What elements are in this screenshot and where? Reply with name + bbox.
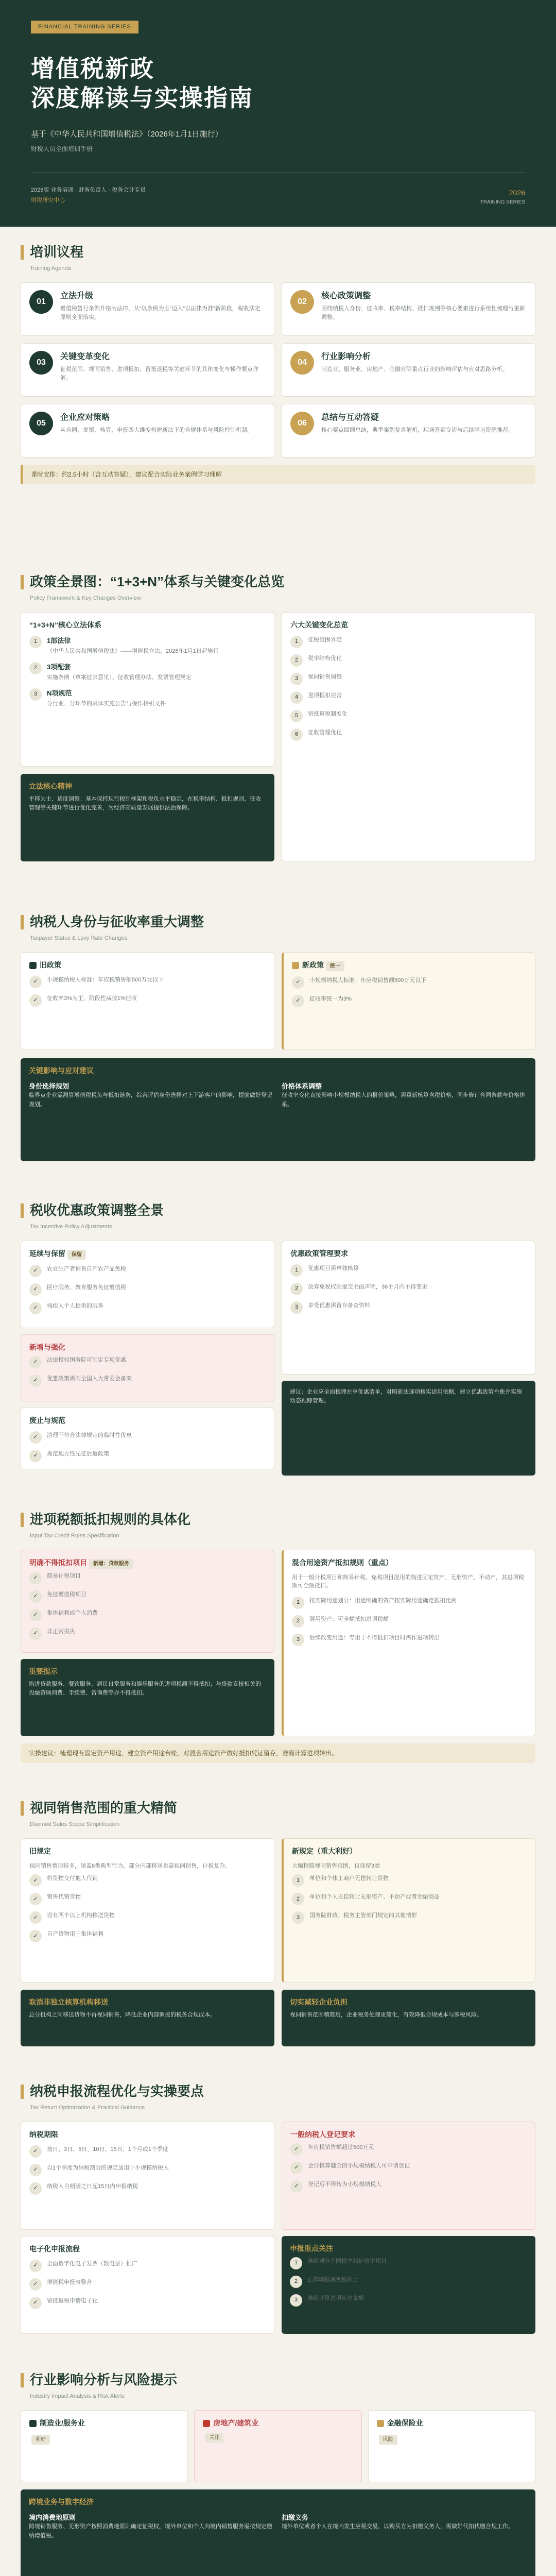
list-text: 优惠项目需单独核算 xyxy=(308,1265,359,1272)
list-body xyxy=(47,636,219,656)
list-item xyxy=(290,654,527,667)
list-bullet: 4 xyxy=(290,691,303,704)
list-bullet: 1 xyxy=(29,636,42,648)
list-text: 后续改变用途：专用于不得抵扣项目时需作进项转出 xyxy=(309,1634,440,1641)
registration-card xyxy=(282,2122,535,2230)
list-bullet: ✓ xyxy=(29,1930,42,1942)
agenda-item xyxy=(21,404,274,457)
key-changes-card xyxy=(282,612,535,861)
industry-card-b xyxy=(194,2410,361,2482)
agenda-body xyxy=(321,290,527,328)
list-text: 放弃免税权须提交书面声明，36个月内不得变更 xyxy=(308,1283,428,1290)
list-title: 1部法律 xyxy=(47,636,71,645)
list-item xyxy=(29,994,266,1007)
s7-subtitle: Industry Impact Analysis & Risk Alerts xyxy=(30,2393,125,2399)
list-text: 准确计算进项转出金额 xyxy=(307,2295,364,2301)
list-text: 年应税销售额超过500万元 xyxy=(308,2144,374,2150)
bank-icon xyxy=(377,2420,384,2427)
list-text: 按日、3日、5日、10日、15日、1个月或1个季度 xyxy=(47,2146,168,2153)
agenda-item-title: 总结与互动答疑 xyxy=(321,413,379,422)
list-text: 按实际用途划分：用途明确的资产按实际用途确定抵扣比例 xyxy=(309,1597,457,1604)
old-rule-heading: 旧规定 xyxy=(29,1846,51,1855)
agenda-item-title: 企业应对策略 xyxy=(60,413,110,422)
old-policy-card xyxy=(21,952,274,1050)
list-text: 国务院财政、税务主管部门规定的其他情形 xyxy=(309,1912,417,1919)
industry-card-a xyxy=(21,2410,188,2482)
list-item xyxy=(29,2278,266,2291)
list-item xyxy=(290,1283,527,1295)
list-bullet: ✓ xyxy=(29,2164,42,2176)
list-item xyxy=(29,1375,266,1387)
list-item xyxy=(290,2276,527,2288)
agenda-item-title: 关键变革变化 xyxy=(60,352,110,361)
list-bullet: ✓ xyxy=(29,1590,42,1603)
list-item xyxy=(292,1597,527,1609)
list-item xyxy=(29,1893,266,1905)
list-text: 规范地方性先征后返政策 xyxy=(47,1450,109,1457)
agenda-item-desc: 围绕纳税人身份、征收率、税率结构、抵扣规则等核心要素进行系统性梳理与重新调整。 xyxy=(321,305,525,320)
old-rule-card xyxy=(21,1838,274,1982)
list-item xyxy=(29,1609,266,1621)
withholding-heading: 扣缴义务 xyxy=(282,2513,309,2521)
list-text: 进项抵扣完善 xyxy=(308,692,342,699)
list-bullet: ✓ xyxy=(29,1265,42,1277)
list-item xyxy=(292,1893,527,1905)
list-bullet: ✓ xyxy=(29,1893,42,1905)
list-bullet: 6 xyxy=(290,728,303,741)
impact-heading: 关键影响与应对建议 xyxy=(29,1066,94,1075)
list-item xyxy=(29,1431,266,1444)
list-item xyxy=(290,2143,527,2156)
s1-dark-text: 平移为主、适度调整：基本保持现行税制框架和税负水平稳定，在税率结构、抵扣规则、征收管理等关键环节进行优化完善，为经济高质量发展提供法治保障。 xyxy=(29,795,261,811)
list-bullet: 1 xyxy=(292,1874,304,1887)
agenda-item xyxy=(21,343,274,397)
list-text: 纳税人自期满之日起15日内申报纳税 xyxy=(47,2183,138,2190)
s1-title: 政策全景图：“1+3+N”体系与关键变化总览 xyxy=(30,574,285,589)
list-bullet: 2 xyxy=(290,654,303,667)
hero-subtitle-2: 财税人员全面培训手册 xyxy=(31,145,93,152)
list-item xyxy=(29,976,266,988)
list-bullet: ✓ xyxy=(29,1911,42,1924)
list-item xyxy=(29,1628,266,1640)
list-item xyxy=(29,1265,266,1277)
new-rule-heading: 新规定（重大利好） xyxy=(292,1846,357,1855)
list-text: 征收率统一为3% xyxy=(309,995,352,1002)
list-text: 准确划分不同税率和征收率项目 xyxy=(307,2258,387,2264)
star-icon xyxy=(292,962,299,969)
document-icon xyxy=(29,962,37,969)
list-bullet: 5 xyxy=(290,710,303,722)
list-bullet: 3 xyxy=(290,2294,302,2307)
list-item xyxy=(290,728,527,741)
agenda-title: 培训议程 xyxy=(30,244,84,260)
registration-heading: 一般纳税人登记要求 xyxy=(290,2130,355,2139)
price-text: 征收率变化直接影响小规模纳税人的报价策略，需重新核算含税价格，同步修订合同条款与价格体系。 xyxy=(282,1092,525,1108)
agenda-item-desc: 征税范围、视同销售、进项抵扣、留抵退税等关键环节的具体变化与操作要点详解。 xyxy=(60,366,258,381)
s6-subtitle: Tax Return Optimization & Practical Guidance xyxy=(30,2105,145,2111)
agenda-body xyxy=(60,351,266,389)
list-bullet: 2 xyxy=(292,1615,304,1628)
list-item xyxy=(29,2297,266,2309)
burden-card xyxy=(282,1990,535,2046)
management-heading: 优惠政策管理要求 xyxy=(290,1249,348,1258)
list-bullet: ✓ xyxy=(292,995,304,1007)
list-text: 会计核算健全的小规模纳税人可申请登记 xyxy=(308,2162,410,2169)
industry-c-label: 金融保险业 xyxy=(387,2418,423,2427)
agenda-body xyxy=(321,351,508,389)
list-text: 法律授权国务院可制定专项优惠 xyxy=(47,1357,126,1363)
list-item xyxy=(29,2145,266,2158)
e-filing-heading: 电子化申报流程 xyxy=(29,2244,80,2253)
price-heading: 价格体系调整 xyxy=(282,1082,322,1090)
agenda-item xyxy=(282,282,535,336)
list-item xyxy=(29,688,266,708)
list-item xyxy=(29,1450,266,1462)
agenda-subtitle: Training Agenda xyxy=(30,265,71,272)
list-bullet: 2 xyxy=(290,2276,302,2288)
series-tag: FINANCIAL TRAINING SERIES xyxy=(31,21,138,33)
agenda-item-desc: 制造业、服务业、房地产、金融业等重点行业的影响评估与应对思路分析。 xyxy=(321,366,508,372)
list-bullet: 3 xyxy=(290,1301,303,1314)
transfer-card xyxy=(21,1990,274,2046)
agenda-item-desc: 从合同、发票、核算、申报四大维度构建新法下的合规体系与风险控制机制。 xyxy=(60,427,253,433)
industry-section xyxy=(0,2370,556,2576)
agenda-number: 03 xyxy=(29,351,53,375)
mixed-use-heading: 混合用途资产抵扣规则（重点） xyxy=(292,1558,393,1567)
hero xyxy=(0,0,556,227)
list-bullet: ✓ xyxy=(29,2297,42,2309)
list-bullet: ✓ xyxy=(29,1283,42,1296)
list-text: 留抵退税制度化 xyxy=(308,710,348,717)
list-bullet: 3 xyxy=(292,1634,304,1646)
agenda-item xyxy=(21,282,274,336)
filing-focus-card xyxy=(282,2236,535,2334)
list-text: 以1个季度为纳税期限的规定适用于小规模纳税人 xyxy=(47,2164,169,2171)
list-text: 征税范围界定 xyxy=(308,636,342,643)
list-item xyxy=(29,1572,266,1584)
agenda-body xyxy=(60,412,253,450)
list-text: 单位和个体工商户无偿转让货物 xyxy=(309,1875,389,1882)
list-item xyxy=(290,710,527,722)
incentive-section xyxy=(0,1200,556,1510)
list-item xyxy=(29,1930,266,1942)
agenda-item-desc: 增值税暂行条例升格为法律，从“以条例为主”迈入“以法律为准”新阶段，税收法定原则全面落实。 xyxy=(60,305,260,320)
list-item xyxy=(290,2257,527,2269)
list-text: 混用资产：可全额抵扣进项税额 xyxy=(309,1616,389,1622)
agenda-note: 课时安排：约2.5小时（含互动答疑），建议配合实际业务案例学习理解 xyxy=(21,465,535,484)
list-item xyxy=(292,1615,527,1628)
list-bullet: 1 xyxy=(290,636,303,648)
list-item xyxy=(292,995,527,1007)
e-filing-card xyxy=(21,2236,274,2334)
agenda-item-title: 行业影响分析 xyxy=(321,352,371,361)
list-bullet: 2 xyxy=(290,1283,303,1295)
list-text: 小规模纳税人标准：年应税销售额500万元以下 xyxy=(47,976,164,983)
list-item xyxy=(290,1301,527,1314)
list-item xyxy=(29,1874,266,1887)
industry-b-label: 房地产/建筑业 xyxy=(213,2418,259,2427)
filing-section xyxy=(0,2081,556,2370)
agenda-number: 04 xyxy=(290,351,314,375)
taxpayer-section xyxy=(0,912,556,1200)
old-policy-heading: 旧政策 xyxy=(40,960,61,969)
list-text: 单位和个人无偿转让无形资产、不动产或者金融商品 xyxy=(309,1894,440,1900)
new-incentive-heading: 新增与强化 xyxy=(29,1343,65,1351)
list-bullet: ✓ xyxy=(29,2278,42,2291)
agenda-item-title: 核心政策调整 xyxy=(321,291,371,300)
mixed-use-card xyxy=(282,1550,535,1736)
list-item xyxy=(292,1634,527,1646)
retained-card xyxy=(21,1241,274,1328)
list-bullet: 1 xyxy=(290,2257,302,2269)
list-item xyxy=(292,976,527,989)
list-item xyxy=(29,662,266,682)
incentive-advice: 建议：企业应全面梳理在享优惠清单，对照新法逐项核实适用依据，建立优惠政策台账并实施动态跟踪管理。 xyxy=(290,1388,522,1404)
list-bullet: ✓ xyxy=(29,1572,42,1584)
s5-subtitle: Deemed Sales Scope Simplification xyxy=(30,1821,120,1827)
identity-heading: 身份选择规划 xyxy=(29,1082,70,1090)
list-text: 优惠政策需向全国人大常委会备案 xyxy=(47,1375,132,1382)
list-bullet: ✓ xyxy=(29,1375,42,1387)
non-deductible-tag: 新增：贷款服务 xyxy=(89,1559,133,1569)
list-item xyxy=(290,2162,527,2174)
transfer-heading: 取消非独立核算机构移送 xyxy=(29,1997,108,2006)
agenda-body xyxy=(321,412,514,450)
s7-title: 行业影响分析与风险提示 xyxy=(30,2372,178,2387)
industry-a-label: 制造业/服务业 xyxy=(40,2418,85,2427)
list-bullet: ✓ xyxy=(29,2182,42,2195)
non-deductible-card xyxy=(21,1550,274,1653)
list-item xyxy=(29,2164,266,2176)
deemed-sales-section xyxy=(0,1798,556,2081)
list-text: 农业生产者销售自产农产品免税 xyxy=(47,1265,126,1272)
industry-c-tag: 风险 xyxy=(379,2435,397,2445)
new-policy-card xyxy=(282,952,535,1050)
agenda-number: 05 xyxy=(29,412,53,435)
burden-heading: 切实减轻企业负担 xyxy=(290,1997,348,2006)
incentive-advice-card xyxy=(282,1381,535,1476)
list-bullet: ✓ xyxy=(292,976,304,989)
retained-tag: 保留 xyxy=(67,1250,86,1260)
cross-border-card xyxy=(21,2489,535,2576)
list-text: 简易计税项目 xyxy=(47,1572,81,1579)
list-item xyxy=(29,1302,266,1314)
hero-year: 2026 TRAINING SERIES xyxy=(480,189,525,205)
list-body xyxy=(47,688,166,708)
list-bullet: 3 xyxy=(292,1911,304,1924)
list-bullet: ✓ xyxy=(29,994,42,1007)
agenda-item xyxy=(282,404,535,457)
transfer-text: 总分机构之间移送货物不再视同销售，降低企业内部调拨的税务合规成本。 xyxy=(29,2011,216,2018)
list-text: 视同销售调整 xyxy=(308,673,342,680)
list-text: 残疾人个人提供的服务 xyxy=(47,1302,103,1309)
list-text: 自产货物用于集体福利 xyxy=(47,1931,103,1937)
non-deductible-heading: 明确不得抵扣项目 xyxy=(29,1558,87,1567)
list-item xyxy=(29,1283,266,1296)
list-body xyxy=(47,662,192,682)
legislative-system-card xyxy=(21,612,274,767)
mixed-use-text: 用于一般计税项目和简易计税、免税项目混用的购进固定资产、无形资产、不动产，其进项税额可全额抵扣。 xyxy=(292,1574,524,1589)
list-bullet: ✓ xyxy=(29,1874,42,1887)
input-alert-text: 购进贷款服务、餐饮服务、居民日常服务和娱乐服务的进项税额不得抵扣；与贷款直接相关的投融资顾问费、手续费、咨询费等亦不得抵扣。 xyxy=(29,1681,261,1697)
s1-left-heading: “1+3+N”核心立法体系 xyxy=(29,620,102,629)
legislative-spirit-card xyxy=(21,774,274,861)
list-text: 将货物交付他人代销 xyxy=(47,1875,98,1882)
list-bullet: ✓ xyxy=(29,2260,42,2272)
list-item xyxy=(290,636,527,648)
list-bullet: ✓ xyxy=(290,2143,303,2156)
s3-subtitle: Tax Incentive Policy Adjustments xyxy=(30,1224,112,1230)
list-item xyxy=(290,673,527,685)
agenda-number: 02 xyxy=(290,290,314,314)
building-icon xyxy=(203,2420,210,2427)
list-text: 征收管理优化 xyxy=(308,729,342,736)
period-heading: 纳税期限 xyxy=(29,2130,58,2139)
list-bullet: ✓ xyxy=(29,1609,42,1621)
abolished-heading: 废止与规范 xyxy=(29,1416,65,1425)
list-bullet: ✓ xyxy=(290,2162,303,2174)
consumption-text: 跨境销售服务、无形资产按照消费地原则确定征税权，境外单位和个人向境内销售服务需按规定缴纳增值税。 xyxy=(29,2523,272,2539)
list-title: 3项配套 xyxy=(47,663,71,671)
list-text: 医疗服务、教育服务免征增值税 xyxy=(47,1284,126,1291)
agenda-body xyxy=(60,290,266,328)
list-item xyxy=(290,2180,527,2193)
new-incentive-card xyxy=(21,1334,274,1401)
list-bullet: 3 xyxy=(290,673,303,685)
list-item xyxy=(29,1356,266,1368)
s2-title: 纳税人身份与征收率重大调整 xyxy=(30,914,204,929)
old-rule-text: 视同销售情形较多，涵盖8类典型行为，部分内部移送也需视同销售，计税复杂。 xyxy=(29,1862,231,1869)
list-item xyxy=(290,1264,527,1277)
page-title: 增值税新政 深度解读与实操指南 xyxy=(31,55,253,111)
list-bullet: ✓ xyxy=(290,2180,303,2193)
new-rule-text: 大幅精简视同销售范围，仅保留3类 xyxy=(292,1862,380,1869)
abolished-card xyxy=(21,1408,274,1469)
s1-right-heading: 六大关键变化总览 xyxy=(290,620,348,629)
management-card xyxy=(282,1241,535,1375)
list-item xyxy=(29,1590,266,1603)
list-bullet: ✓ xyxy=(29,1302,42,1314)
list-text: 正确填报减免税项目 xyxy=(307,2276,358,2283)
list-item xyxy=(29,1911,266,1924)
burden-text: 视同销售范围精简后，企业税务处理更简化，有效降低合规成本与涉税风险。 xyxy=(290,2011,482,2018)
input-tax-section xyxy=(0,1510,556,1798)
list-bullet: ✓ xyxy=(29,1431,42,1444)
list-bullet: 1 xyxy=(290,1264,303,1277)
list-bullet: ✓ xyxy=(29,2145,42,2158)
list-bullet: ✓ xyxy=(29,1628,42,1640)
list-bullet: ✓ xyxy=(29,1356,42,1368)
list-item xyxy=(290,691,527,704)
agenda-section xyxy=(0,227,556,572)
agenda-number: 01 xyxy=(29,290,53,314)
list-item xyxy=(292,1911,527,1924)
list-bullet: 2 xyxy=(292,1893,304,1905)
s4-title: 进项税额抵扣规则的具体化 xyxy=(30,1512,191,1527)
list-bullet: 1 xyxy=(292,1597,304,1609)
list-item xyxy=(29,636,266,656)
identity-text: 临界点企业需测算增值税税负与抵扣链条，综合评估身份选择对上下游客户的影响，提前做好登记规划。 xyxy=(29,1092,272,1108)
list-text: 登记后不得转为小规模纳税人 xyxy=(308,2181,381,2188)
hero-meta: 2026版 业务培训 · 财务负责人 · 税务会计专员 财税研究中心 xyxy=(31,187,146,204)
list-bullet: 2 xyxy=(29,662,42,674)
consumption-heading: 境内消费地原则 xyxy=(29,2513,76,2521)
list-desc: 分行业、分环节的具体实施公告与操作指引文件 xyxy=(47,701,166,707)
list-text: 全面数字化电子发票（数电票）推广 xyxy=(47,2260,137,2267)
list-text: 集体福利或个人消费 xyxy=(47,1609,98,1616)
input-alert-card xyxy=(21,1659,274,1736)
new-policy-heading: 新政策 xyxy=(302,960,324,969)
list-item xyxy=(292,1874,527,1887)
new-tag: 统一 xyxy=(326,961,344,971)
s3-title: 税收优惠政策调整全景 xyxy=(30,1202,164,1218)
s5-title: 视同销售范围的重大精简 xyxy=(30,1800,178,1816)
industry-card-c xyxy=(368,2410,535,2482)
factory-icon xyxy=(29,2420,37,2427)
list-text: 清理不符合法律规定的临时性优惠 xyxy=(47,1432,132,1438)
list-desc: 《中华人民共和国增值税法》——增值税立法，2026年1月1日起施行 xyxy=(47,648,219,654)
hero-subtitle: 基于《中华人民共和国增值税法》（2026年1月1日施行） xyxy=(31,129,223,139)
s1-subtitle: Policy Framework & Key Changes Overview xyxy=(30,595,141,601)
list-text: 非正常损失 xyxy=(47,1628,75,1635)
withholding-text: 境外单位或者个人在境内发生应税交易，以购买方为扣缴义务人，需做好代扣代缴合规工作。 xyxy=(282,2523,514,2530)
list-text: 税率结构优化 xyxy=(308,655,342,662)
new-rule-card xyxy=(282,1838,535,1982)
industry-a-tag: 利好 xyxy=(31,2435,50,2445)
list-text: 设有两个以上机构移送货物 xyxy=(47,1912,115,1919)
list-text: 小规模纳税人标准：年应税销售额500万元以下 xyxy=(309,977,427,984)
list-text: 享受优惠需留存备查资料 xyxy=(308,1302,370,1309)
impact-card xyxy=(21,1058,535,1161)
s1-dark-heading: 立法核心精神 xyxy=(29,782,72,790)
cross-border-heading: 跨境业务与数字经济 xyxy=(29,2497,94,2506)
period-card xyxy=(21,2122,274,2230)
list-item xyxy=(29,2260,266,2272)
input-band: 实操建议：梳理现有固定资产用途，建立资产用途台账，对混合用途资产做好抵扣凭证留存，准确计算进项转出。 xyxy=(21,1743,535,1763)
list-text: 销售代销货物 xyxy=(47,1894,81,1900)
s4-subtitle: Input Tax Credit Rules Specification xyxy=(30,1533,119,1539)
agenda-item xyxy=(282,343,535,397)
list-text: 免征增值税项目 xyxy=(47,1591,86,1598)
list-bullet: ✓ xyxy=(29,1450,42,1462)
list-item xyxy=(29,2182,266,2195)
industry-b-tag: 关注 xyxy=(205,2433,223,2443)
s6-title: 纳税申报流程优化与实操要点 xyxy=(30,2083,204,2099)
list-item xyxy=(290,2294,527,2307)
input-alert-heading: 重要提示 xyxy=(29,1667,58,1675)
list-text: 留抵退税申请电子化 xyxy=(47,2297,98,2304)
agenda-item-desc: 核心要点回顾总结，典型案例复盘解析，现场答疑交流与后续学习资源推荐。 xyxy=(321,427,514,433)
policy-overview-section xyxy=(0,572,556,912)
retained-heading: 延续与保留 xyxy=(29,1249,65,1258)
agenda-number: 06 xyxy=(290,412,314,435)
list-text: 征收率3%为主，阶段性减按1%征收 xyxy=(47,995,137,1002)
s2-subtitle: Taxpayer Status & Levy Rate Changes xyxy=(30,935,127,941)
list-text: 增值税申报表整合 xyxy=(47,2279,92,2285)
list-title: N项规范 xyxy=(47,689,72,697)
agenda-item-title: 立法升级 xyxy=(60,291,94,300)
filing-focus-heading: 申报重点关注 xyxy=(290,2244,333,2252)
list-bullet: ✓ xyxy=(29,976,42,988)
list-bullet: 3 xyxy=(29,688,42,701)
list-desc: 实施条例（草案征求意见）、征收管理办法、发票管理规定 xyxy=(47,674,192,681)
